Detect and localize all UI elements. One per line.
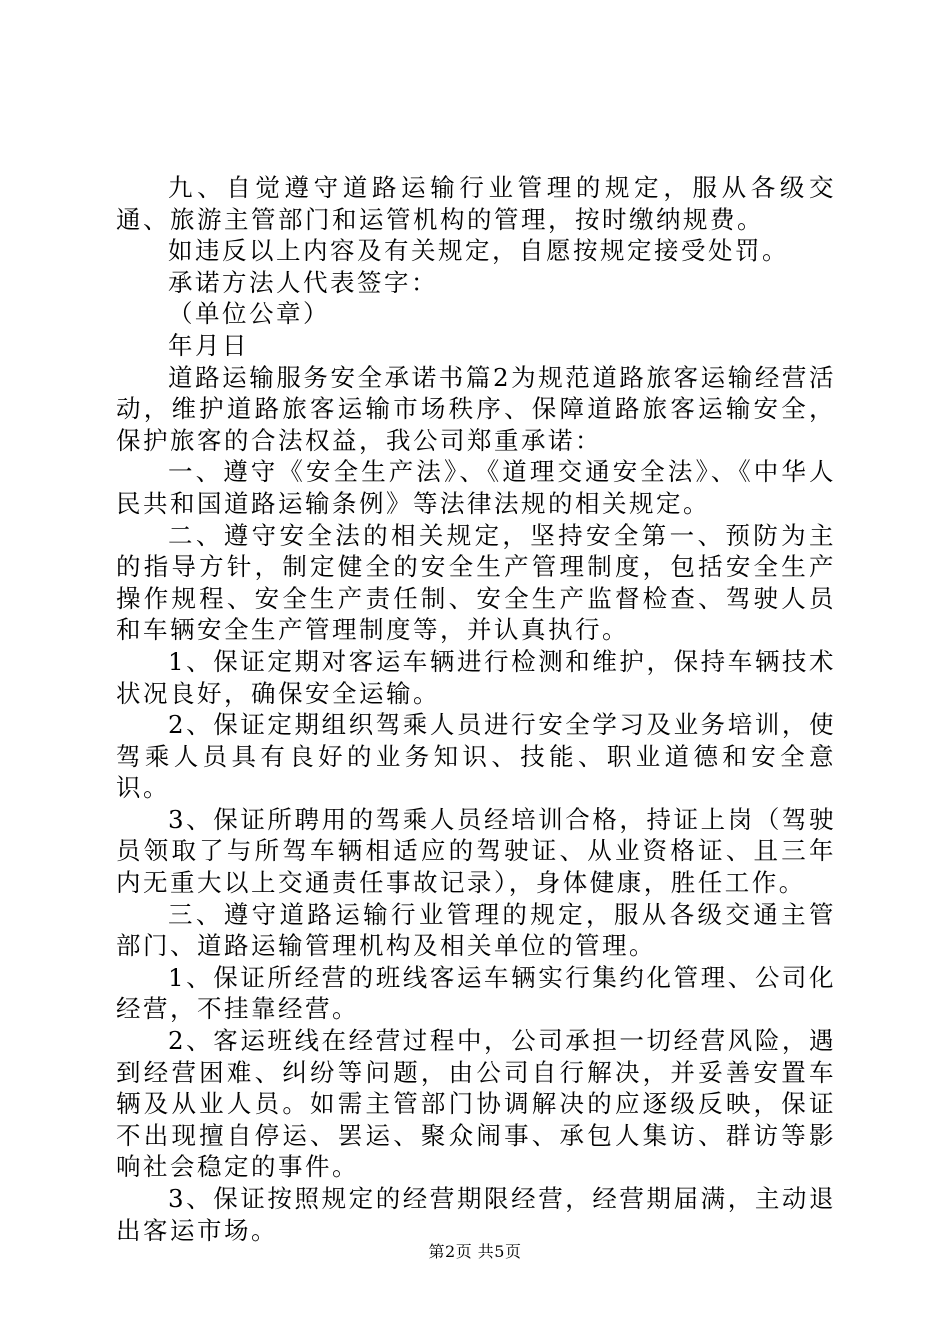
page-number-footer: 第2页 共5页	[428, 1242, 522, 1261]
paragraph-1: 九、自觉遵守道路运输行业管理的规定，服从各级交通、旅游主管部门和运管机构的管理，按时缴纳规费。	[116, 173, 836, 234]
paragraph-9: 1、保证定期对客运车辆进行检测和维护，保持车辆技术状况良好，确保安全运输。	[116, 646, 836, 708]
paragraph-15: 3、保证按照规定的经营期限经营，经营期届满，主动退出客运市场。	[116, 1184, 836, 1245]
paragraph-5: 年月日	[168, 330, 249, 360]
paragraph-6: 道路运输服务安全承诺书篇2为规范道路旅客运输经营活动，维护道路旅客运输市场秩序、保障道路旅客运输安全，保护旅客的合法权益，我公司郑重承诺：	[116, 362, 836, 455]
paragraph-4: （单位公章）	[168, 299, 330, 329]
paragraph-11: 3、保证所聘用的驾乘人员经培训合格，持证上岗（驾驶员领取了与所驾车辆相适应的驾驶证、从业资格证、且三年内无重大以上交通责任事故记录），身体健康，胜任工作。	[116, 804, 836, 898]
paragraph-7: 一、遵守《安全生产法》、《道理交通安全法》、《中华人民共和国道路运输条例》等法律法规的相关规定。	[116, 457, 836, 518]
paragraph-2: 如违反以上内容及有关规定，自愿按规定接受处罚。	[168, 236, 789, 266]
paragraph-12: 三、遵守道路运输行业管理的规定，服从各级交通主管部门、道路运输管理机构及相关单位的管理。	[116, 899, 836, 961]
paragraph-14: 2、客运班线在经营过程中，公司承担一切经营风险，遇到经营困难、纠纷等问题，由公司自行解决，并妥善安置车辆及从业人员。如需主管部门协调解决的应逐级反映，保证不出现擅自停运、罢运、聚众闹事、承包人集访、群访等影响社会稳定的事件。	[116, 1026, 836, 1182]
paragraph-10: 2、保证定期组织驾乘人员进行安全学习及业务培训，使驾乘人员具有良好的业务知识、技能、职业道德和安全意识。	[116, 710, 836, 803]
paragraph-3: 承诺方法人代表签字：	[168, 267, 438, 297]
paragraph-8: 二、遵守安全法的相关规定，坚持安全第一、预防为主的指导方针，制定健全的安全生产管理制度，包括安全生产操作规程、安全生产责任制、安全生产监督检查、驾驶人员和车辆安全生产管理制度等，并认真执行。	[116, 520, 836, 645]
paragraph-13: 1、保证所经营的班线客运车辆实行集约化管理、公司化经营，不挂靠经营。	[116, 962, 836, 1024]
document-body	[116, 172, 836, 1246]
